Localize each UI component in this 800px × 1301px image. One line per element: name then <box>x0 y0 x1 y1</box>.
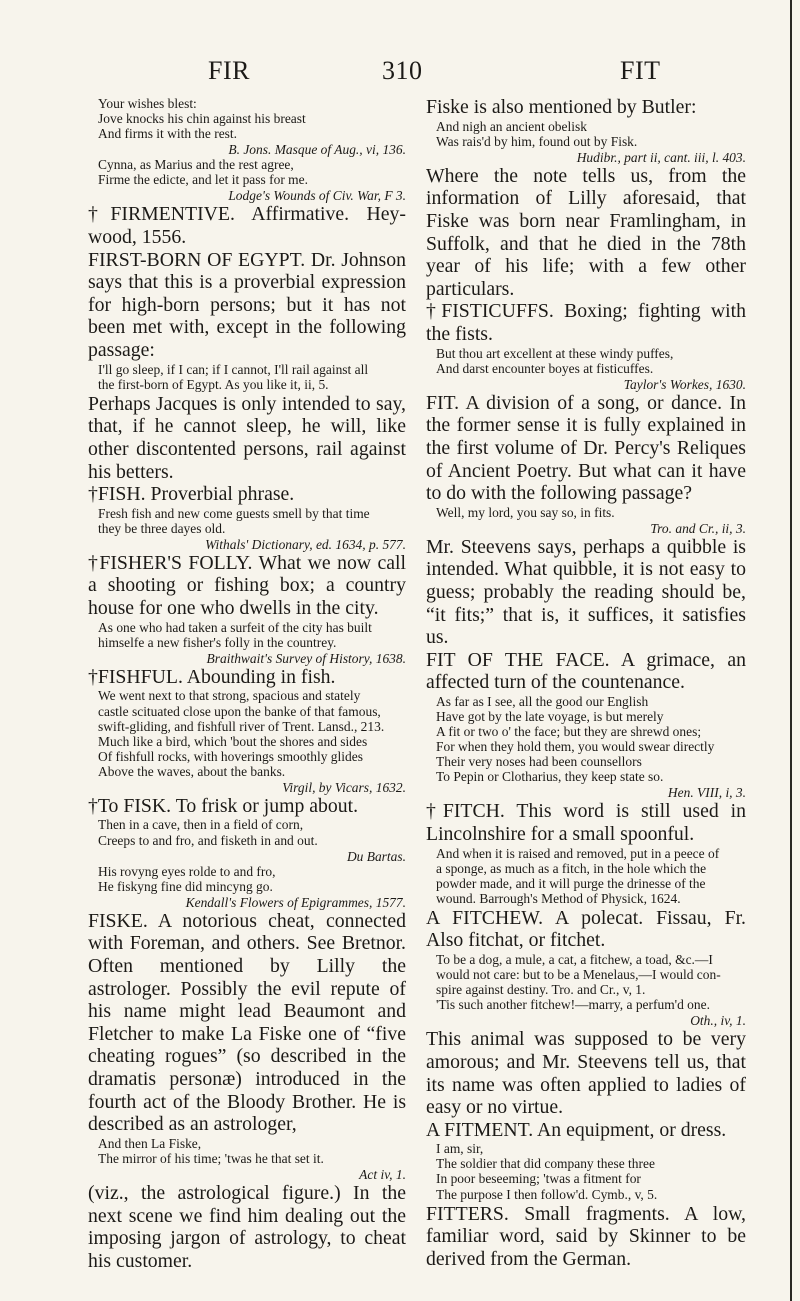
citation: Hen. VIII, i, 3. <box>667 785 746 801</box>
quotation <box>98 1136 406 1166</box>
quotation-line: castle scituated close upon the banke of that famous, <box>98 703 381 719</box>
dictionary-entry: A FITCHEW. A polecat. Fissau, Fr. Also fitchat, or fitchet. <box>426 906 746 952</box>
quotation-line: We went next to that strong, spacious and stately <box>98 688 361 704</box>
quotation-line: The soldier that did company these three <box>436 1156 655 1172</box>
header-right-word: FIT <box>620 56 661 85</box>
quotation-line: As one who had taken a surfeit of the city has built <box>98 619 372 635</box>
quotation-line: His rovyng eyes rolde to and fro, <box>98 863 276 879</box>
citation: Braithwait's Survey of History, 1638. <box>206 650 406 666</box>
quotation-line: powder made, and it will purge the drinesse of the <box>436 875 706 891</box>
citation: Kendall's Flowers of Epigrammes, 1577. <box>185 894 406 910</box>
page-edge-rule <box>790 0 792 1301</box>
quotation <box>98 362 406 392</box>
quotation-line: Well, my lord, you say so, in fits. <box>436 504 615 520</box>
dictionary-entry: †FIRMENTIVE. Affirmative. Hey-wood, 1556. <box>88 203 406 249</box>
quotation-line: And when it is raised and removed, put in a peece of <box>436 845 720 861</box>
quotation <box>98 96 406 141</box>
quotation <box>436 119 746 149</box>
quotation-line: As far as I see, all the good our English <box>436 693 649 709</box>
quotation-line: the first-born of Egypt. As you like it, ii, 5. <box>98 376 329 392</box>
header-left-word: FIR <box>208 56 250 85</box>
quotation-line: a sponge, as much as a fitch, in the hole which the <box>436 860 707 876</box>
citation: Hudibr., part ii, cant. iii, l. 403. <box>576 149 746 165</box>
quotation-line: To be a dog, a mule, a cat, a fitchew, a toad, &c.—I <box>436 952 713 968</box>
citation: Lodge's Wounds of Civ. War, F 3. <box>228 188 406 204</box>
quotation-line: wound. Barrough's Method of Physick, 1624. <box>436 890 681 906</box>
quotation-line: And nigh an ancient obelisk <box>436 118 587 134</box>
quotation-line: swift-gliding, and fishfull river of Trent. Lansd., 213. <box>98 718 385 734</box>
quotation-line: A fit or two o' the face; but they are shrewd ones; <box>436 724 702 740</box>
dictionary-entry: †FISTICUFFS. Boxing; fighting with the fists. <box>426 300 746 345</box>
quotation-line: I am, sir, <box>436 1141 484 1157</box>
citation: Withals' Dictionary, ed. 1634, p. 577. <box>205 536 406 552</box>
dictionary-entry: †To FISK. To frisk or jump about. <box>88 794 359 817</box>
quotation-line: Have got by the late voyage, is but merely <box>436 709 664 725</box>
quotation-line: Their very noses had been counsellors <box>436 754 642 770</box>
quotation <box>436 952 746 1012</box>
quotation-line: spire against destiny. Tro. and Cr., v, 1. <box>436 982 646 998</box>
quotation <box>436 846 746 906</box>
quotation <box>98 864 406 894</box>
quotation-line: Creeps to and fro, and fisketh in and out. <box>98 832 318 848</box>
citation: Taylor's Workes, 1630. <box>623 376 746 392</box>
dictionary-entry: Mr. Steevens says, perhaps a quibble is intended. What quibble, it is not easy to guess; probably the reading should be, “it fits;” that is, it suffices, it satisfies us. <box>426 535 746 649</box>
citation: Tro. and Cr., ii, 3. <box>650 520 746 536</box>
quotation-line: Of fishfull rocks, with hoverings smoothly glides <box>98 748 363 764</box>
quotation-line: they be three dayes old. <box>98 520 226 536</box>
citation: B. Jons. Masque of Aug., vi, 136. <box>228 142 406 158</box>
dictionary-entry: FIT. A division of a song, or dance. In the former sense it is fully explained in the first volume of Dr. Percy's Reliques of Ancient Poetry. But what can it have to do with the following passage? <box>426 391 746 505</box>
quotation-line: And firms it with the rest. <box>98 126 237 142</box>
quotation-line: But thou art excellent at these windy puffes, <box>436 345 674 361</box>
citation: Oth., iv, 1. <box>690 1013 746 1029</box>
quotation <box>98 506 406 536</box>
quotation-line: himselfe a new fisher's folly in the countrey. <box>98 634 337 650</box>
quotation-line: For when they hold them, you would swear directly <box>436 739 715 755</box>
quotation <box>98 817 406 847</box>
quotation <box>436 694 746 784</box>
quotation-line: Your wishes blest: <box>98 96 197 111</box>
dictionary-entry: †FISHER'S FOLLY. What we now call a shooting or fishing box; a country house for one who dwells in the city. <box>88 551 406 620</box>
dictionary-entry: Where the note tells us, from the information of Lilly aforesaid, that Fiske was born near Framlingham, in Suffolk, and that he died in the 78th year of his life; with a few other particulars. <box>426 164 746 300</box>
quotation-line: Was rais'd by him, found out by Fisk. <box>436 133 638 149</box>
right-column <box>426 96 746 1270</box>
quotation <box>98 688 406 778</box>
quotation-line: In poor beseeming; 'twas a fitment for <box>436 1171 641 1187</box>
dictionary-entry: †FISH. Proverbial phrase. <box>88 483 295 506</box>
quotation <box>436 505 746 520</box>
dictionary-entry: FISKE. A notorious cheat, connected with Foreman, and others. See Bretnor. Often mentioned by Lilly the astrologer. Possibly the evil repute of his name might lead Beaumont and Fletcher to make La Fiske one of “five cheating rogues” (so described in the dramatis personæ) introduced in the fourth act of the Bloody Brother. He is described as an astrologer, <box>88 909 406 1136</box>
left-column <box>88 96 406 1272</box>
quotation <box>436 346 746 376</box>
quotation <box>98 620 406 650</box>
page-header <box>0 56 800 86</box>
quotation-line: And then La Fiske, <box>98 1135 202 1151</box>
dictionary-entry: This animal was supposed to be very amorous; and Mr. Steevens tell us, that its name was often applied to ladies of easy or no virtue. <box>426 1028 746 1119</box>
quotation-line: Cynna, as Marius and the rest agree, <box>98 157 294 173</box>
dictionary-entry: FITTERS. Small fragments. A low, familiar word, said by Skinner to be derived from the German. <box>426 1202 746 1270</box>
quotation-line: Jove knocks his chin against his breast <box>98 111 306 127</box>
quotation-line: I'll go sleep, if I can; if I cannot, I'll rail against all <box>98 361 369 377</box>
quotation-line: Above the waves, about the banks. <box>98 763 286 779</box>
dictionary-entry: †FITCH. This word is still used in Lincolnshire for a small spoonful. <box>426 800 746 845</box>
quotation-line: Fresh fish and new come guests smell by that time <box>98 505 370 521</box>
quotation-line: Firme the edicte, and let it pass for me. <box>98 172 308 188</box>
dictionary-entry: FIT OF THE FACE. A grimace, an affected turn of the countenance. <box>426 648 746 694</box>
dictionary-entry: Perhaps Jacques is only intended to say, that, if he cannot sleep, he will, like other discontented persons, rail against his betters. <box>88 392 406 483</box>
quotation-line: The purpose I then follow'd. Cymb., v, 5. <box>436 1186 658 1202</box>
citation: Du Bartas. <box>346 848 406 864</box>
dictionary-entry: †FISHFUL. Abounding in fish. <box>88 665 336 688</box>
quotation-line: The mirror of his time; 'twas he that set it. <box>98 1150 324 1166</box>
citation: Virgil, by Vicars, 1632. <box>282 779 406 795</box>
quotation-line: And darst encounter boyes at fisticuffes. <box>436 360 654 376</box>
dictionary-entry: Fiske is also mentioned by Butler: <box>426 96 697 118</box>
quotation <box>436 1141 746 1201</box>
page-number: 310 <box>382 56 423 85</box>
quotation-line: 'Tis such another fitchew!—marry, a perfum'd one. <box>436 997 710 1013</box>
quotation <box>98 157 406 187</box>
quotation-line: He fiskyng fine did mincyng go. <box>98 878 273 894</box>
dictionary-entry: A FITMENT. An equipment, or dress. <box>426 1118 727 1141</box>
dictionary-entry: (viz., the astrological figure.) In the next scene we find him dealing out the imposing jargon of astrology, to cheat his customer. <box>88 1181 406 1272</box>
dictionary-entry: FIRST-BORN OF EGYPT. Dr. Johnson says that this is a proverbial expression for high-born persons; but it has not been met with, except in the following passage: <box>88 248 406 361</box>
quotation-line: Much like a bird, which 'bout the shores and sides <box>98 733 368 749</box>
quotation-line: would not care: but to be a Menelaus,—I would con- <box>436 967 721 983</box>
quotation-line: Then in a cave, then in a field of corn, <box>98 817 304 833</box>
quotation-line: To Pepin or Clotharius, they keep state so. <box>436 769 664 785</box>
citation: Act iv, 1. <box>359 1166 406 1182</box>
